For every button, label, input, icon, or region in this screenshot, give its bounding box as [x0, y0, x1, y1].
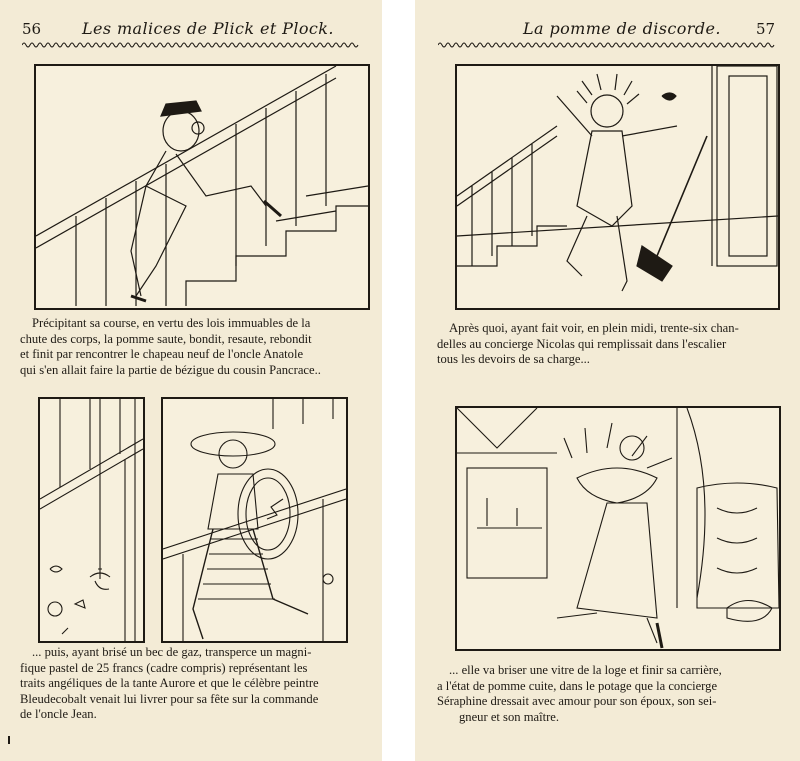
print-mark: [8, 736, 10, 744]
caption-line: qui s'en allait faire la partie de bézigue du cousin Pancrace..: [20, 362, 321, 377]
right-page: [415, 0, 800, 761]
running-head: La pomme de discorde.: [523, 19, 721, 38]
caption-4: [437, 663, 785, 725]
page-number: 56: [22, 20, 42, 38]
caption-line: et finit par rencontrer le chapeau neuf de l'oncle Anatole: [20, 347, 304, 362]
illustration-man-on-stairs: [34, 64, 370, 310]
caption-line: Séraphine dressait avec amour pour son époux, son sei-: [437, 694, 717, 709]
left-page: [0, 0, 382, 761]
caption-line: Après quoi, ayant fait voir, en plein midi, trente-six chan-: [449, 321, 739, 335]
caption-line: a l'état de pomme cuite, dans le potage que la concierge: [437, 678, 718, 693]
caption-line: tous les devoirs de sa charge...: [437, 352, 590, 367]
caption-line: de l'oncle Jean.: [20, 707, 97, 722]
caption-line: chute des corps, la pomme saute, bondit, resaute, rebondit: [20, 331, 312, 346]
caption-line: traits angéliques de la tante Aurore et que le célèbre peintre: [20, 676, 319, 691]
illustration-broken-gas-lamp: [38, 397, 145, 643]
illustration-concierge-with-broom: [455, 64, 780, 310]
wavy-rule: [438, 41, 776, 49]
caption-2: [20, 645, 366, 723]
caption-line: ... puis, ayant brisé un bec de gaz, transperce un magni-: [32, 645, 312, 659]
caption-line: gneur et son maître.: [459, 709, 560, 724]
caption-line: Bleudecobalt venait lui livrer pour sa fête sur la commande: [20, 691, 319, 706]
caption-line: ... elle va briser une vitre de la loge et finir sa carrière,: [449, 663, 722, 677]
page-number: 57: [756, 20, 776, 38]
wavy-rule: [22, 41, 360, 49]
caption-line: delles au concierge Nicolas qui remplissait dans l'escalier: [437, 336, 727, 351]
caption-3: [437, 321, 785, 368]
illustration-man-with-pastel: [161, 397, 348, 643]
gutter: [382, 0, 415, 761]
running-head: Les malices de Plick et Plock.: [82, 19, 334, 38]
caption-1: [20, 316, 366, 378]
illustration-concierge-soup: [455, 406, 781, 651]
caption-line: Précipitant sa course, en vertu des lois immuables de la: [32, 316, 311, 330]
caption-line: fique pastel de 25 francs (cadre compris) représentant les: [20, 660, 308, 675]
